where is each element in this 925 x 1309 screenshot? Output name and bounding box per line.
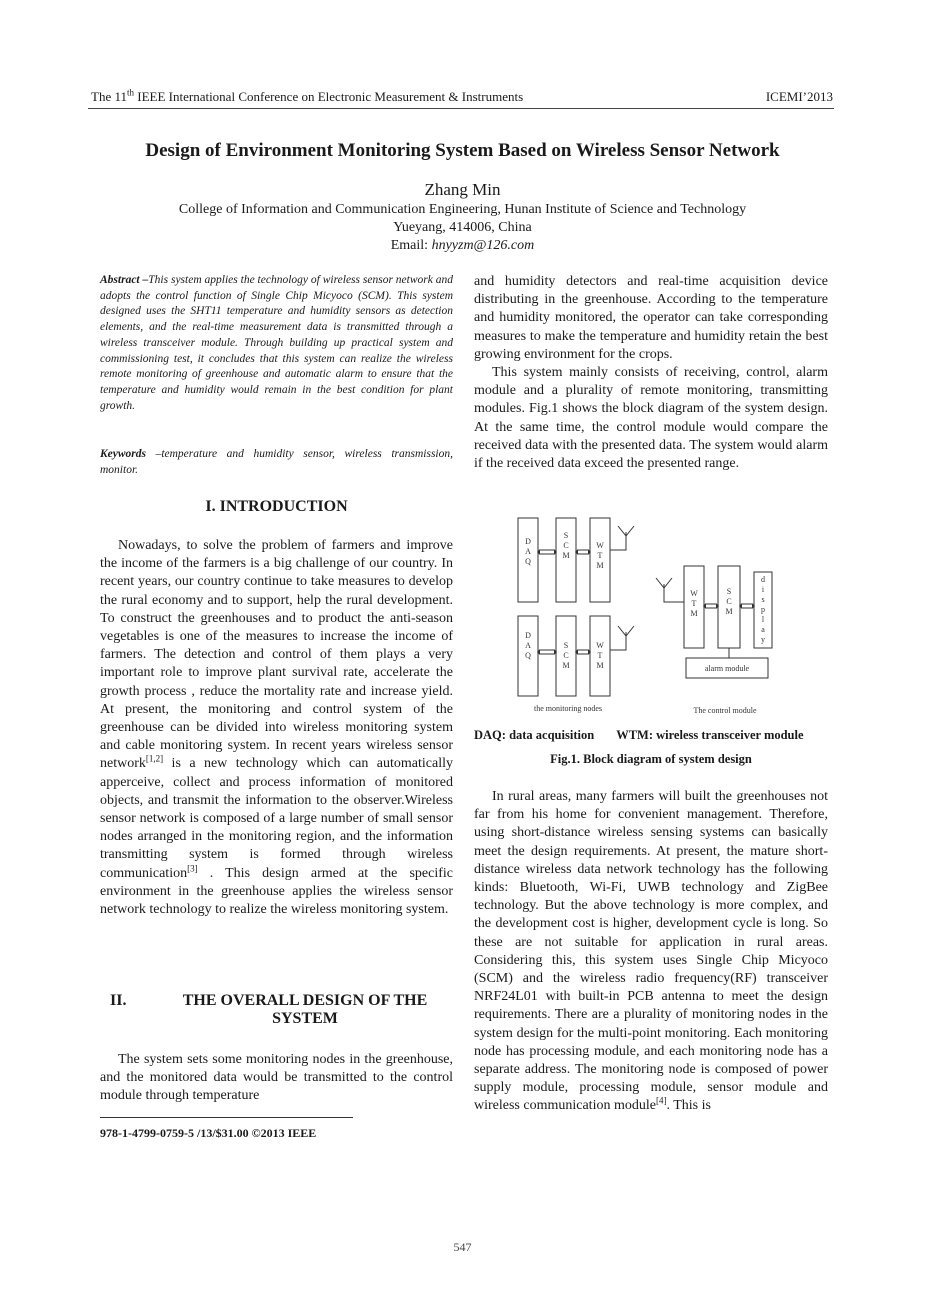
author-name: Zhang Min: [424, 180, 501, 199]
abstract-text: This system applies the technology of wireless sensor network and adopts the control function of Single Chip Micyoco (SCM). This system designed uses the SHT11 temperature and humidity sensors as detection elements, and the real-time measurement data is transmitted through a wireless transceiver module. Through building up practical system and commissioning test, it concludes that this system can realize the wireless remote monitoring of greenhouse and automatic alarm to ensure that the temperature and humidity would remain in the best condition for plant growth.: [100, 274, 453, 412]
running-header: The 11th IEEE International Conference on Electronic Measurement & Instruments: [91, 87, 524, 104]
daq-label-1-q: Q: [525, 557, 531, 566]
antenna-icons: [610, 526, 684, 650]
scm-label-c-c: C: [726, 597, 732, 606]
introduction-body: Nowadays, to solve the problem of farmers and improve the income of the farmers is a big challenge of our country. In recent years, our country continue to take measures to develop the rural economy and to support, help the rural development. To construct the greenhouses and to product the anti-season vegetables is one of the measures to increase the income of farmers. The detection and control of them plays a very important role to improve plant survival rate, accelerate the growth process , reduce the mortality rate and increase yield. At present, the monitoring and control system of the greenhouse can be divided into wireless monitoring system and cable monitoring system. In recent years wireless sensor network[1,2] is a new technology which can automatically apperceive, collect and process information of monitored objects, and transmit the information to the observer.Wireless sensor network is composed of a large number of small sensor nodes arranged in the monitoring region, and the information transmitting system is formed through wireless communication[3] . This design armed at the specific environment in the greenhouse applies the wireless sensor network technology to realize the wireless monitoring system.: [100, 538, 453, 918]
display-label-s: s: [761, 595, 765, 604]
keywords: Keywords –temperature and humidity sensor, wireless transmission, monitor.: [100, 448, 453, 476]
scm-label-2-m: M: [562, 661, 570, 670]
scm-label-1-s: S: [563, 531, 569, 540]
section-number: II.: [110, 992, 127, 1009]
wtm-label-c-m: M: [690, 609, 698, 618]
display-label-a: a: [761, 625, 765, 634]
abstract: [100, 273, 453, 414]
legend-daq: DAQ: data acquisition: [474, 728, 595, 742]
keywords-label: Keywords: [100, 448, 146, 460]
email-address[interactable]: hnyyzm@126.com: [431, 238, 535, 253]
page-number: 547: [453, 1240, 472, 1254]
wtm-label-c-w: W: [690, 589, 698, 598]
control-module-caption: The control module: [693, 706, 757, 715]
scm-label-1-c: C: [563, 541, 569, 550]
legend-wtm: WTM: wireless transceiver module: [616, 728, 804, 742]
monitoring-nodes-caption: the monitoring nodes: [534, 704, 602, 713]
scm-label-c-s: S: [726, 587, 732, 596]
wtm-label-2-t: T: [597, 651, 603, 660]
wtm-label-2-w: W: [596, 641, 604, 650]
wtm-label-2-m: M: [596, 661, 604, 670]
daq-label-1-d: D: [525, 537, 531, 546]
paper-title: Design of Environment Monitoring System Based on Wireless Sensor Network: [145, 140, 780, 161]
overall-design-body: The system sets some monitoring nodes in the greenhouse, and the monitored data would be transmitted to the control module through temperature: [100, 1052, 453, 1104]
abstract-label: Abstract –: [100, 274, 149, 286]
wtm-box-1: [590, 518, 610, 602]
block-diagram-figure: [474, 512, 828, 720]
right-column-top: and humidity detectors and real-time acquisition device distributing in the greenhouse. According to the temperature and humidity monitored, the operator can take corresponding measures to make the temperature and humidity retain the best growing environment for the crops. This system mainly consists of receiving, control, alarm module and a plurality of remote monitoring, transmitting modules. Fig.1 shows the block diagram of the system design. At the same time, the control module would compare the received data with the presented data. The system would alarm if the received data exceed the presented range.: [474, 274, 828, 472]
email-line: Email: hnyyzm@126.com: [390, 238, 535, 253]
footnote-rule: [100, 1117, 353, 1118]
wtm-label-c-t: T: [691, 599, 697, 608]
conference-tag: ICEMI’2013: [765, 89, 833, 104]
display-label-i: i: [761, 585, 765, 594]
display-label-p: p: [761, 605, 765, 614]
section-heading-overall-design: THE OVERALL DESIGN OF THE SYSTEM: [182, 992, 428, 1027]
display-label-d: d: [761, 575, 765, 584]
scm-label-2-s: S: [563, 641, 569, 650]
figure-caption: Fig.1. Block diagram of system design: [550, 752, 752, 766]
copyright-footnote: 978-1-4799-0759-5 /13/$31.00 ©2013 IEEE: [100, 1126, 317, 1140]
display-label-l: l: [761, 615, 765, 624]
daq-label-2-a: A: [525, 641, 531, 650]
wtm-label-1-w: W: [596, 541, 604, 550]
city-line: Yueyang, 414006, China: [393, 220, 532, 235]
daq-label-2-q: Q: [525, 651, 531, 660]
daq-label-1-a: A: [525, 547, 531, 556]
wtm-label-1-t: T: [597, 551, 603, 560]
figure-legend: [474, 728, 828, 743]
affiliation: College of Information and Communication Engineering, Hunan Institute of Science and Technology: [178, 202, 747, 217]
scm-label-1-m: M: [562, 551, 570, 560]
right-column-bottom: In rural areas, many farmers will built the greenhouses not far from his home for convenient management. Therefore, using short-distance wireless sensing systems can basically meet the design requirements. At present, the mature short-distance wireless data network technology has the following kinds: Bluetooth, Wi-Fi, UWB technology and ZigBee technology. But the above technology is more complex, and the development cost is higher, development cycle is long. So these are not suitable for application in rural areas. Considering this, this system uses Single Chip Micyoco (SCM) and the wireless radio frequency(RF) transceiver NRF24L01 with built-in PCB antenna to meet the design requirements. There are a plurality of monitoring nodes in the system design for the multi-point monitoring. Each monitoring node has processing module, and each monitoring node has a separate address. The monitoring node is composed of power supply module, processing module, sensor module and wireless communication module[4]. This is: [474, 789, 828, 1114]
header-rule: [88, 108, 834, 109]
daq-label-2-d: D: [525, 631, 531, 640]
wtm-label-1-m: M: [596, 561, 604, 570]
alarm-module-label: alarm module: [704, 664, 750, 673]
scm-label-2-c: C: [563, 651, 569, 660]
display-label-y: y: [761, 635, 765, 644]
scm-label-c-m: M: [725, 607, 733, 616]
section-heading-introduction: I. INTRODUCTION: [205, 498, 348, 515]
